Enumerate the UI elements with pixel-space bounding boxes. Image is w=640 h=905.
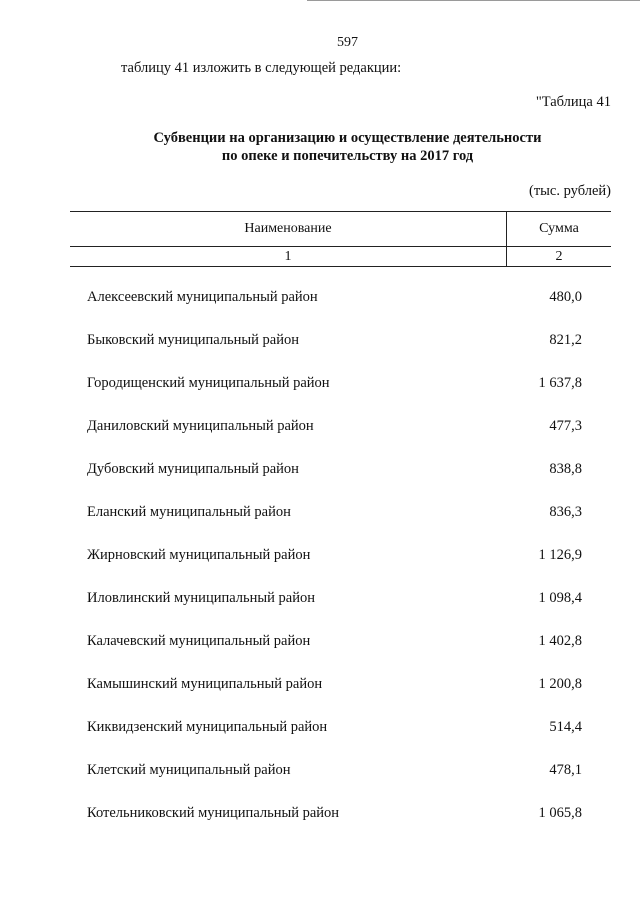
- row-amount: 1 200,8: [538, 676, 582, 692]
- row-name: Иловлинский муниципальный район: [87, 590, 315, 606]
- column-number-2: 2: [507, 247, 612, 267]
- row-amount: 1 098,4: [538, 590, 582, 606]
- row-amount: 477,3: [549, 418, 582, 434]
- table-row: [0, 490, 640, 533]
- row-name: Алексеевский муниципальный район: [87, 289, 318, 305]
- title-line-1: Субвенции на организацию и осуществление деятельности: [153, 130, 542, 146]
- row-amount: 1 126,9: [538, 547, 582, 563]
- row-name: Еланский муниципальный район: [87, 504, 291, 520]
- row-amount: 1 637,8: [538, 375, 582, 391]
- row-name: Камышинский муниципальный район: [87, 676, 323, 692]
- top-rule: [307, 0, 640, 1]
- row-name: Быковский муниципальный район: [87, 332, 299, 348]
- intro-text: таблицу 41 изложить в следующей редакции:: [121, 60, 402, 76]
- title-line-2: по опеке и попечительству на 2017 год: [221, 148, 474, 164]
- table-row: [0, 447, 640, 490]
- column-number-row: [70, 247, 611, 267]
- table-row: [0, 705, 640, 748]
- header-name: Наименование: [70, 212, 507, 247]
- header-row: [70, 212, 611, 247]
- units-label: (тыс. рублей): [529, 183, 611, 199]
- table-row: [0, 662, 640, 705]
- row-name: Котельниковский муниципальный район: [87, 805, 340, 821]
- column-number-1: 1: [70, 247, 507, 267]
- table-row: [0, 576, 640, 619]
- row-name: Городищенский муниципальный район: [87, 375, 330, 391]
- row-amount: 836,3: [549, 504, 582, 520]
- table-row: [0, 533, 640, 576]
- row-amount: 838,8: [549, 461, 582, 477]
- row-amount: 1 065,8: [538, 805, 582, 821]
- table-label: "Таблица 41: [535, 94, 611, 110]
- table-header: [70, 211, 611, 267]
- row-name: Даниловский муниципальный район: [87, 418, 314, 434]
- row-name: Жирновский муниципальный район: [87, 547, 311, 563]
- page-number: 597: [337, 35, 358, 50]
- table-row: [0, 748, 640, 791]
- table-row: [0, 275, 640, 318]
- row-amount: 514,4: [549, 719, 582, 735]
- table-row: [0, 791, 640, 834]
- header-amount: Сумма: [507, 212, 612, 247]
- table-body: [0, 275, 640, 834]
- row-amount: 821,2: [549, 332, 582, 348]
- row-amount: 480,0: [549, 289, 582, 305]
- document-title: [0, 129, 640, 165]
- row-name: Калачевский муниципальный район: [87, 633, 311, 649]
- row-name: Киквидзенский муниципальный район: [87, 719, 328, 735]
- table-row: [0, 619, 640, 662]
- row-amount: 478,1: [549, 762, 582, 778]
- table-row: [0, 318, 640, 361]
- table-row: [0, 404, 640, 447]
- row-name: Клетский муниципальный район: [87, 762, 291, 778]
- row-name: Дубовский муниципальный район: [87, 461, 299, 477]
- table-row: [0, 361, 640, 404]
- row-amount: 1 402,8: [538, 633, 582, 649]
